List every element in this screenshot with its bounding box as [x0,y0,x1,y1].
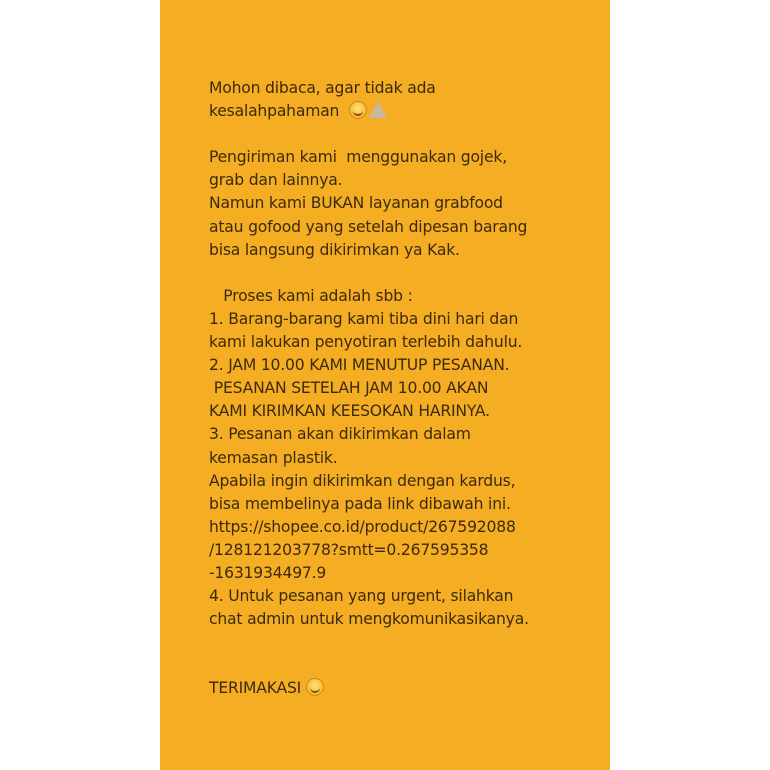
text-line: Proses kami adalah sbb : [209,286,413,305]
pray-emoji-icon [369,101,387,118]
thanks-label: TERIMAKASI [209,679,306,698]
text-line [209,262,609,285]
shopee-link-line: /128121203778?smtt=0.267595358 [209,540,489,559]
text-line: Namun kami BUKAN layanan grabfood [209,194,503,213]
text-line [209,100,609,123]
text-line [209,123,609,146]
text-line: grab dan lainnya. [209,171,343,190]
text-line [209,654,609,677]
text-line: Mohon dibaca, agar tidak ada [209,79,436,97]
text-line: 3. Pesanan akan dikirimkan dalam [209,425,471,444]
shopee-link-line: https://shopee.co.id/product/267592088 [209,517,516,536]
text-line: 1. Barang-barang kami tiba dini hari dan [209,309,519,328]
text-line [209,677,609,700]
text-line: Apabila ingin dikirimkan dengan kardus, [209,471,516,490]
message-text [209,77,609,701]
text-line: PESANAN SETELAH JAM 10.00 AKAN [209,379,489,398]
text-line: kemasan plastik. [209,448,338,467]
text-line: 2. JAM 10.00 KAMI MENUTUP PESANAN. [209,356,510,375]
smile-emoji-icon [306,678,324,696]
text-line [209,631,609,654]
text-line-label: kesalahpahaman [209,102,349,121]
story-panel [160,0,610,770]
smile-emoji-icon [349,101,367,119]
text-line: kami lakukan penyotiran terlebih dahulu. [209,333,523,352]
text-line: atau gofood yang setelah dipesan barang [209,217,528,236]
text-line: bisa membelinya pada link dibawah ini. [209,494,511,513]
text-line: bisa langsung dikirimkan ya Kak. [209,240,460,259]
text-line: Pengiriman kami menggunakan gojek, [209,148,507,167]
text-line: chat admin untuk mengkomunikasikanya. [209,610,529,629]
text-line: 4. Untuk pesanan yang urgent, silahkan [209,587,514,606]
shopee-link-line: -1631934497.9 [209,563,327,582]
text-line: KAMI KIRIMKAN KEESOKAN HARINYA. [209,402,490,421]
